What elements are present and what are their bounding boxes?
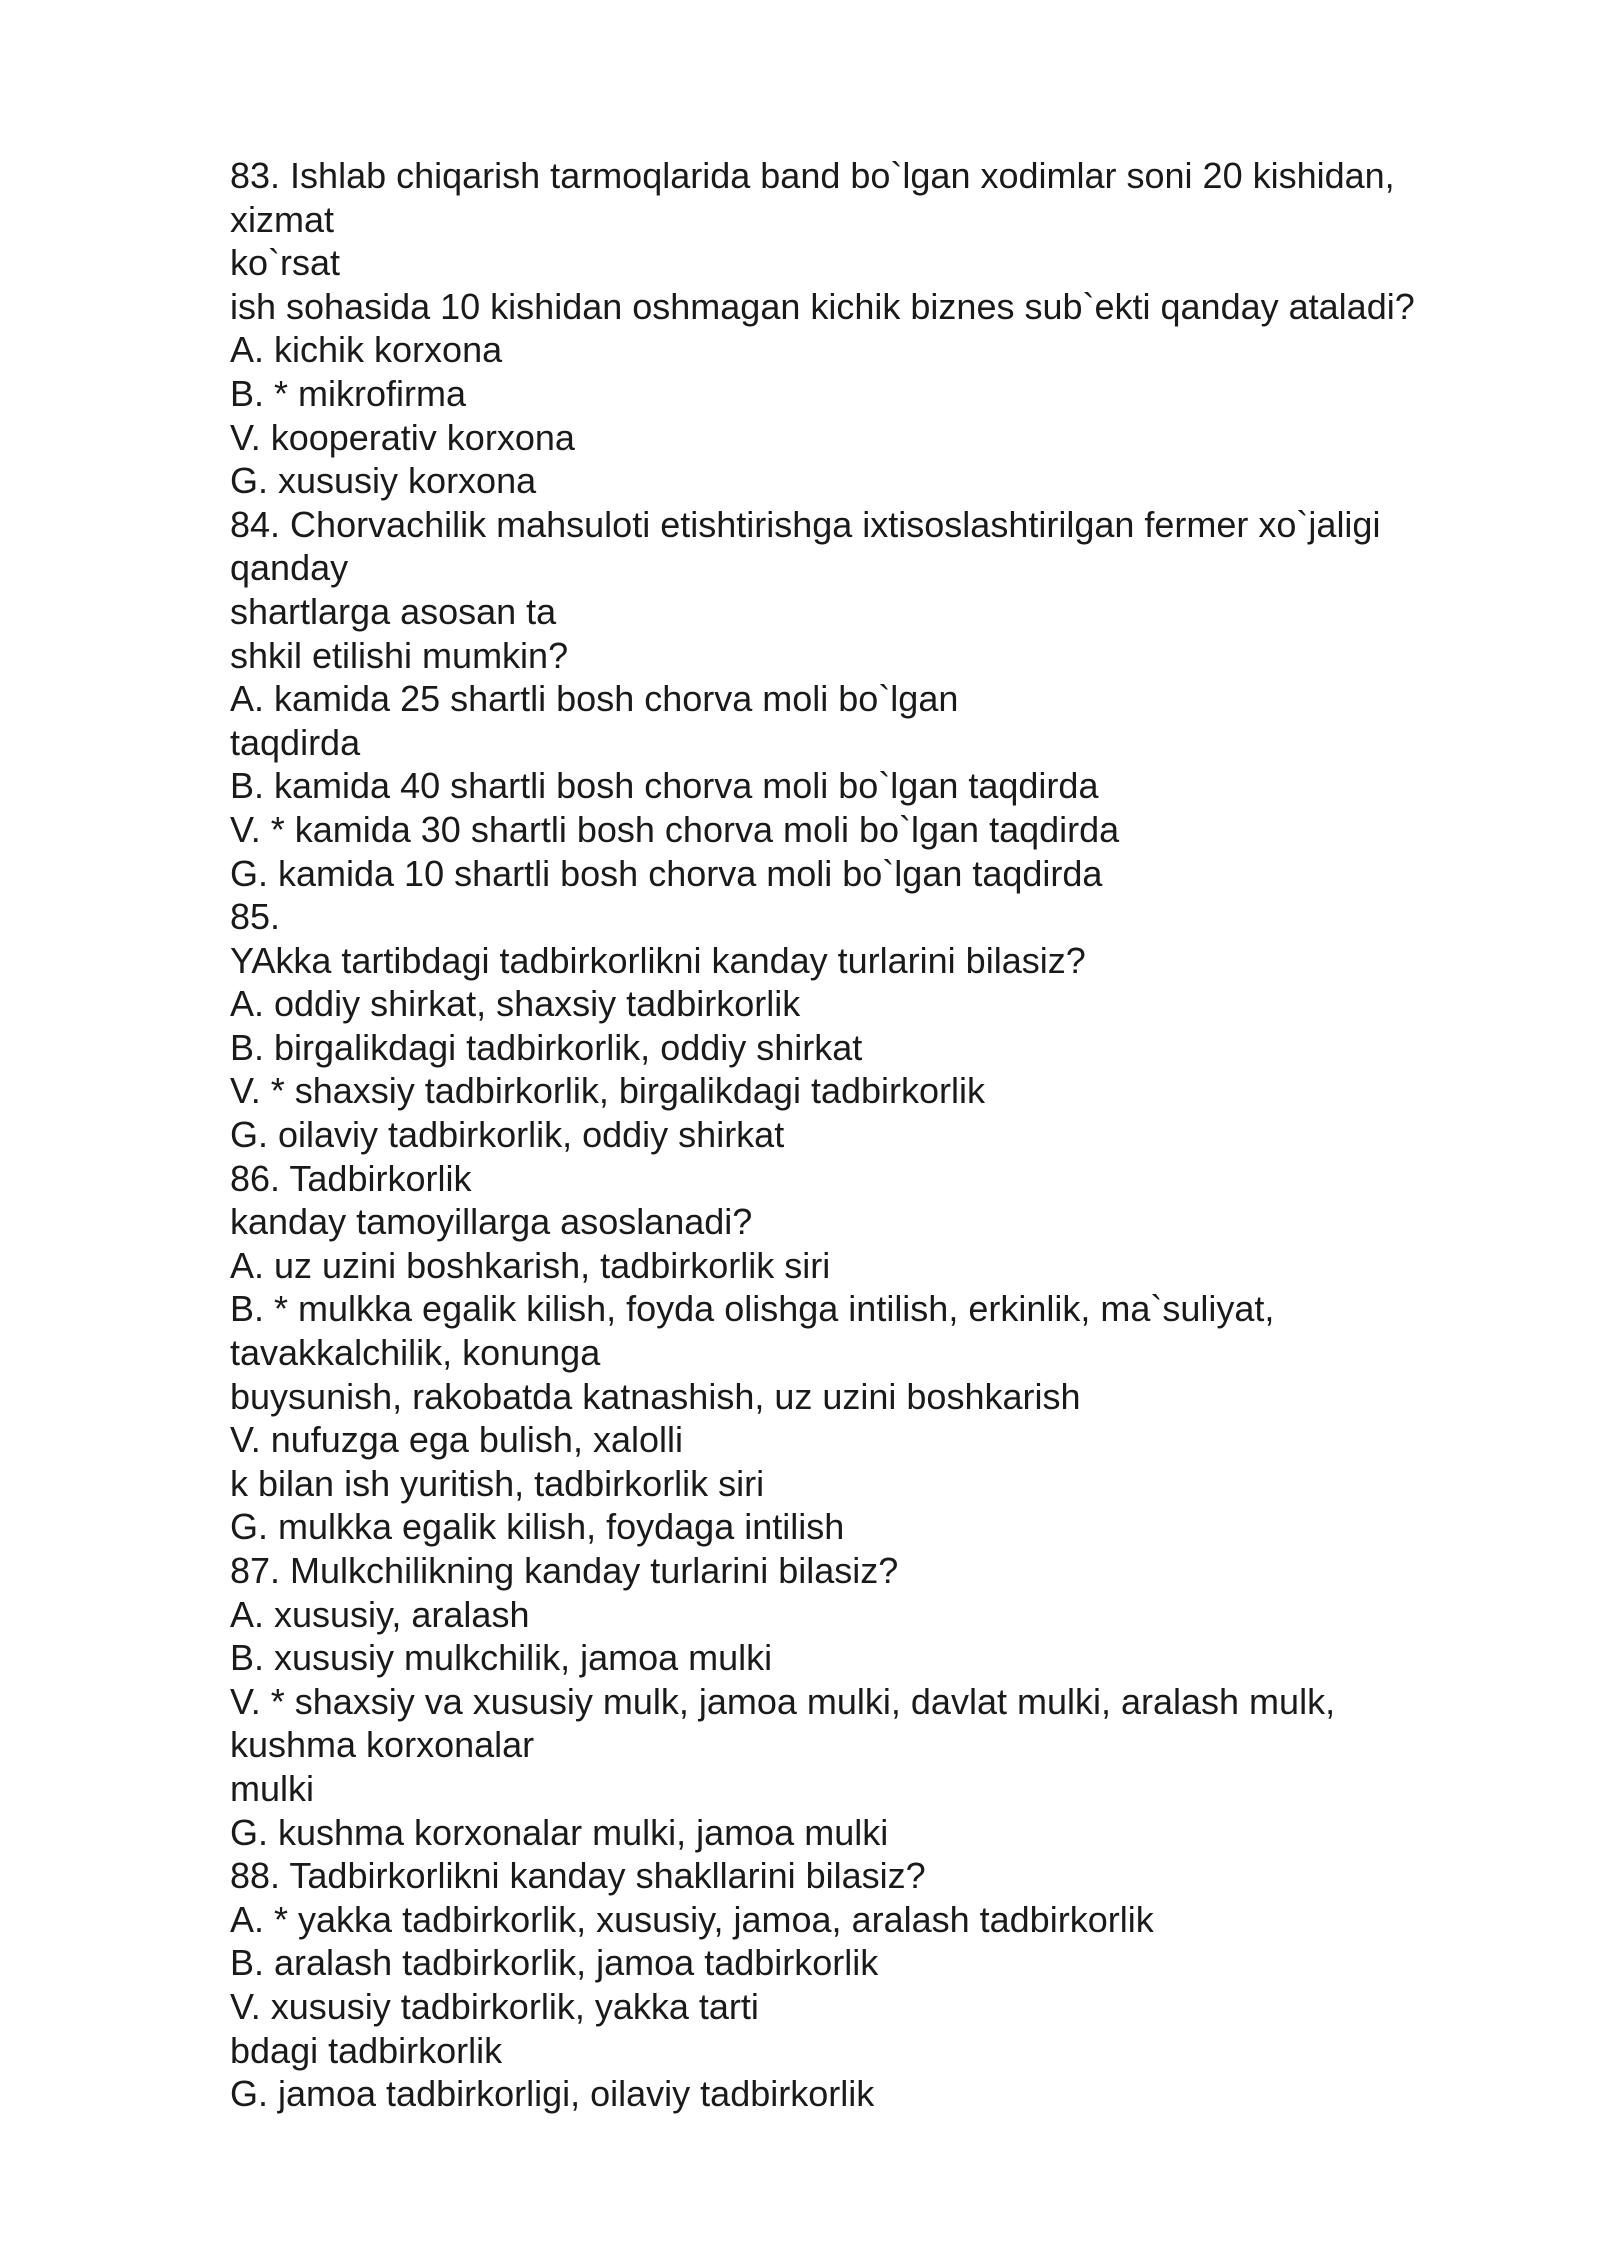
question-84-option-v: V. * kamida 30 shartli bosh chorva moli bo`lgan taqdirda — [230, 808, 1120, 850]
question-85-text: YAkka tartibdagi tadbirkorlikni kanday turlarini bilasiz? — [230, 939, 1086, 981]
question-86-option-b-cont-2: buysunish, rakobatda katnashish, uz uzini boshkarish — [230, 1375, 1081, 1417]
question-87-option-v-cont-2: mulki — [230, 1767, 315, 1809]
question-87-option-v: V. * shaxsiy va xususiy mulk, jamoa mulki, davlat mulki, aralash mulk, — [230, 1680, 1336, 1722]
question-86-option-b: B. * mulkka egalik kilish, foyda olishga intilish, erkinlik, ma`suliyat, — [230, 1288, 1275, 1330]
question-85-number: 85. — [230, 896, 281, 938]
question-83-option-g: G. xususiy korxona — [230, 460, 537, 502]
question-83-option-v: V. kooperativ korxona — [230, 416, 575, 458]
question-87-text: 87. Mulkchilikning kanday turlarini bilasiz? — [230, 1550, 899, 1591]
question-88-option-v: V. xususiy tadbirkorlik, yakka tarti — [230, 1985, 759, 2027]
question-84-option-g: G. kamida 10 shartli bosh chorva moli bo`lgan taqdirda — [230, 852, 1103, 894]
question-84-line-4: shkil etilishi mumkin? — [230, 634, 569, 676]
question-84-option-b: B. kamida 40 shartli bosh chorva moli bo`lgan taqdirda — [230, 765, 1099, 807]
question-83-line-4: ish sohasida 10 kishidan oshmagan kichik biznes sub`ekti qanday ataladi? — [230, 285, 1415, 327]
question-86-option-a: A. uz uzini boshkarish, tadbirkorlik siri — [230, 1244, 831, 1286]
question-85-option-g: G. oilaviy tadbirkorlik, oddiy shirkat — [230, 1114, 785, 1156]
question-86-option-v: V. nufuzga ega bulish, xalolli — [230, 1419, 683, 1461]
question-88-option-g: G. jamoa tadbirkorligi, oilaviy tadbirkorlik — [230, 2073, 875, 2115]
question-84-line-1: 84. Chorvachilik mahsuloti etishtirishga ixtisoslashtirilgan fermer xo`jaligi — [230, 503, 1381, 545]
question-83-line-1: 83. Ishlab chiqarish tarmoqlarida band bo`lgan xodimlar soni 20 kishidan, — [230, 155, 1395, 196]
question-83-line-2: xizmat — [230, 198, 335, 240]
question-87-option-b: B. xususiy mulkchilik, jamoa mulki — [230, 1637, 773, 1679]
question-85-option-v: V. * shaxsiy tadbirkorlik, birgalikdagi tadbirkorlik — [230, 1070, 985, 1112]
question-86-option-v-cont: k bilan ish yuritish, tadbirkorlik siri — [230, 1462, 765, 1504]
question-87-option-g: G. kushma korxonalar mulki, jamoa mulki — [230, 1811, 889, 1853]
question-86-line-1: 86. Tadbirkorlik — [230, 1157, 472, 1199]
question-83-option-a: A. kichik korxona — [230, 329, 503, 371]
question-88-option-b: B. aralash tadbirkorlik, jamoa tadbirkorlik — [230, 1942, 879, 1984]
question-84-option-a-cont: taqdirda — [230, 721, 361, 763]
document-page — [230, 154, 1520, 2116]
question-84-option-a: A. kamida 25 shartli bosh chorva moli bo`lgan — [230, 678, 959, 720]
question-83-line-3: ko`rsat — [230, 242, 341, 284]
question-88-option-a: A. * yakka tadbirkorlik, xususiy, jamoa, aralash tadbirkorlik — [230, 1898, 1154, 1940]
question-85-option-a: A. oddiy shirkat, shaxsiy tadbirkorlik — [230, 983, 801, 1025]
question-86-line-2: kanday tamoyillarga asoslanadi? — [230, 1201, 753, 1243]
question-86-option-b-cont-1: tavakkalchilik, konunga — [230, 1332, 601, 1374]
question-84-line-3: shartlarga asosan ta — [230, 590, 557, 632]
question-88-option-v-cont: bdagi tadbirkorlik — [230, 2029, 503, 2071]
question-85-option-b: B. birgalikdagi tadbirkorlik, oddiy shirkat — [230, 1026, 863, 1068]
question-87-option-a: A. xususiy, aralash — [230, 1593, 530, 1635]
question-87-option-v-cont-1: kushma korxonalar — [230, 1724, 535, 1766]
question-84-line-2: qanday — [230, 547, 349, 589]
question-86-option-g: G. mulkka egalik kilish, foydaga intilish — [230, 1506, 845, 1548]
question-83-option-b: B. * mikrofirma — [230, 372, 467, 414]
question-88-text: 88. Tadbirkorlikni kanday shakllarini bilasiz? — [230, 1855, 926, 1897]
